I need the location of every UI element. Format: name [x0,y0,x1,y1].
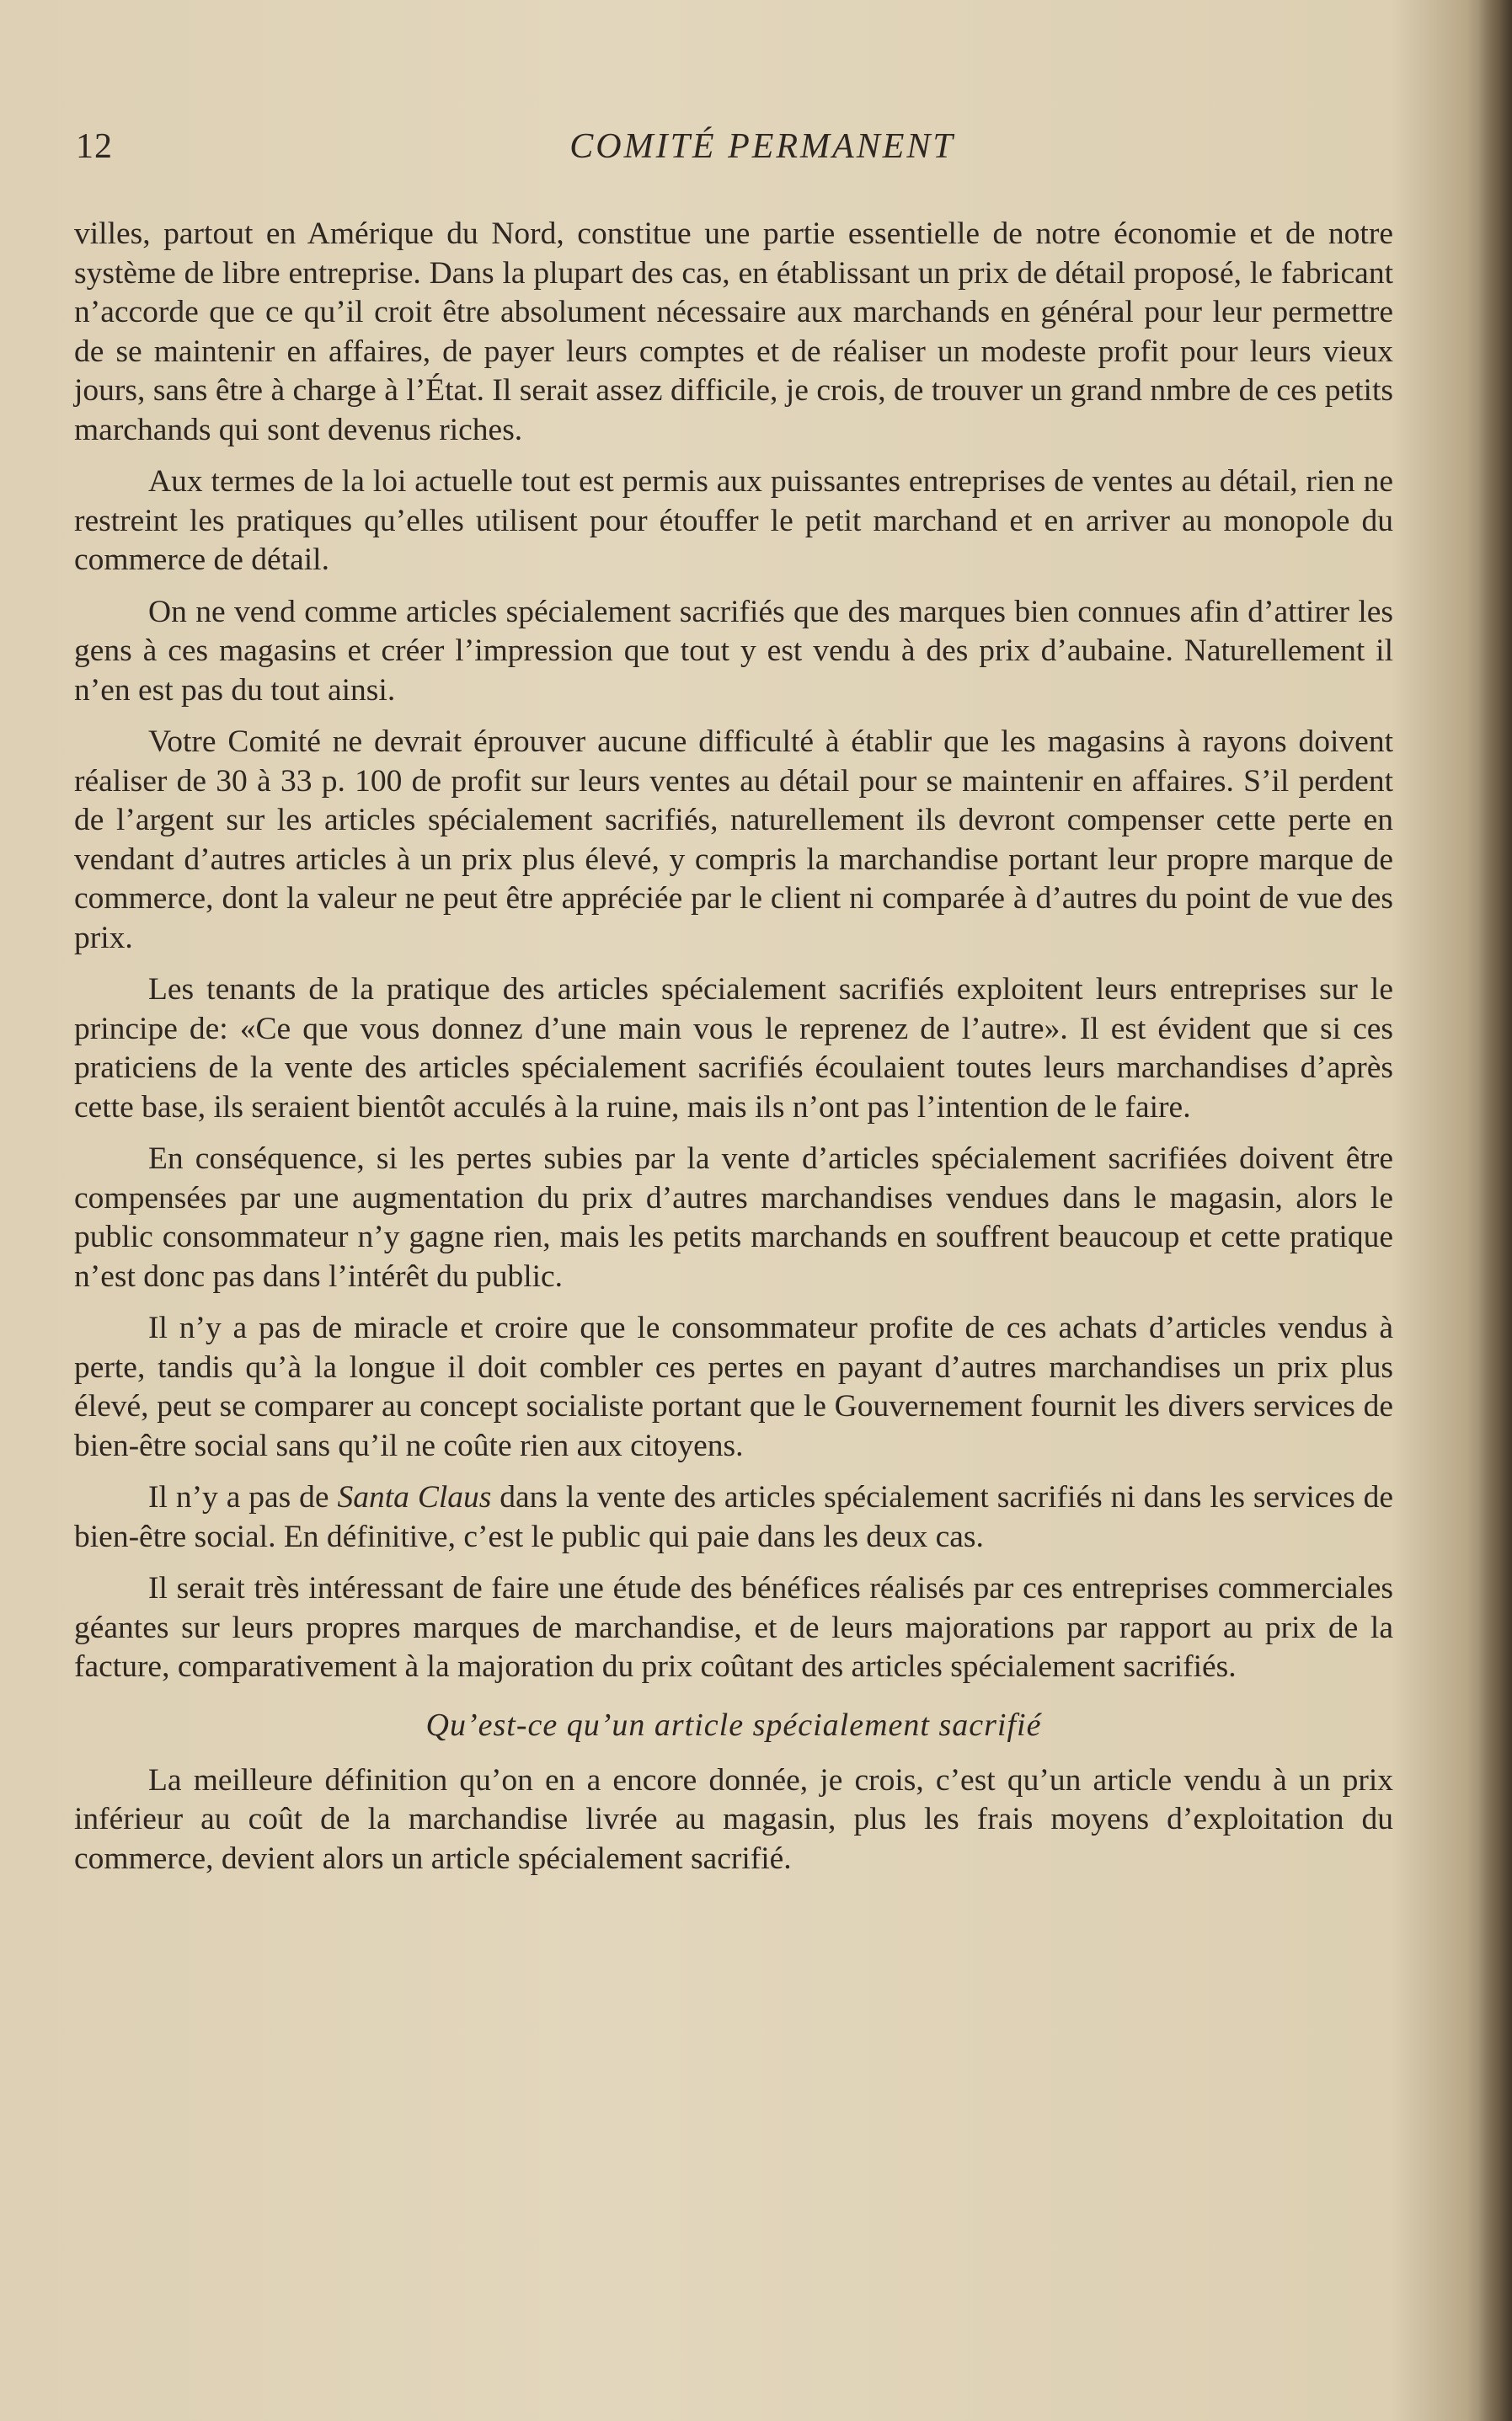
paragraph-continued: villes, partout en Amérique du Nord, constitue une partie essentielle de notre économie et de notre système de libre entreprise. Dans la plupart des cas, en établissant un prix de détail proposé, le fabricant n’accorde que ce qu’il croit être absolument nécessaire aux marchands en général pour leur permettre de se maintenir en affaires, de payer leurs comptes et de réaliser un modeste profit pour leurs vieux jours, sans être à charge à l’État. Il serait assez difficile, je crois, de trouver un grand nmbre de ces petits marchands qui sont devenus riches. [74,216,1393,447]
page-edge-shadow [1478,0,1512,2421]
body-text [74,215,1393,1891]
running-title: COMITÉ PERMANENT [569,127,955,166]
paragraph: Les tenants de la pratique des articles spécialement sacrifiés exploitent leurs entreprises sur le principe de: «Ce que vous donnez d’une main vous le reprenez de l’autre». Il est évident que si ces praticiens de la vente des articles spécialement sacrifiés écoulaient toutes leurs marchandises d’après cette base, ils seraient bientôt acculés à la ruine, mais ils n’ont pas l’intention de le faire. [74,972,1393,1125]
paragraph-definition: La meilleure définition qu’on en a encore donnée, je crois, c’est qu’un article vendu à un prix inférieur au coût de la marchandise livrée au magasin, plus les frais moyens d’exploitation du commerce, devient alors un article spécialement sacrifié. [74,1762,1393,1876]
page-number: 12 [76,127,113,166]
paragraph: Votre Comité ne devrait éprouver aucune difficulté à établir que les magasins à rayons doivent réaliser de 30 à 33 p. 100 de profit sur leurs ventes au détail pour se maintenir en affaires. S’il perdent de l’argent sur les articles spécialement sacrifiés, naturellement ils devront compenser cette perte en vendant d’autres articles à un prix plus élevé, y compris la marchandise portant leur propre marque de commerce, dont la valeur ne peut être appréciée par le client ni comparée à d’autres du point de vue des prix. [74,724,1393,955]
paragraph-text: Il n’y a pas de [148,1480,338,1515]
paragraph: Aux termes de la loi actuelle tout est permis aux puissantes entreprises de ventes au détail, rien ne restreint les pratiques qu’elles utilisent pour étouffer le petit marchand et en arriver au monopole du commerce de détail. [74,464,1393,577]
page-header [76,126,1390,177]
emphasis-text: Santa Claus [337,1480,492,1515]
paragraph: En conséquence, si les pertes subies par la vente d’articles spécialement sacrifiées doivent être compensées par une augmentation du prix d’autres marchandises vendues dans le magasin, alors le public consommateur n’y gagne rien, mais les petits marchands en souffrent beaucoup et cette pratique n’est donc pas dans l’intérêt du public. [74,1141,1393,1294]
paragraph: Il serait très intéressant de faire une étude des bénéfices réalisés par ces entreprises commerciales géantes sur leurs propres marques de marchandise, et de leurs majorations par rapport au prix de la facture, comparativement à la majoration du prix coûtant des articles spécialement sacrifiés. [74,1571,1393,1684]
section-heading: Qu’est-ce qu’un article spécialement sacrifié [425,1707,1042,1743]
paragraph: On ne vend comme articles spécialement sacrifiés que des marques bien connues afin d’attirer les gens à ces magasins et créer l’impression que tout y est vendu à des prix d’aubaine. Naturellement il n’en est pas du tout ainsi. [74,594,1393,708]
paragraph: Il n’y a pas de miracle et croire que le consommateur profite de ces achats d’articles vendus à perte, tandis qu’à la longue il doit combler ces pertes en payant d’autres marchandises un prix plus élevé, peut se comparer au concept socialiste portant que le Gouvernement fournit les divers services de bien-être social sans qu’il ne coûte rien aux citoyens. [74,1311,1393,1463]
paragraph-santa-claus [74,1478,1393,1557]
paragraph-text: dans la vente des articles spécialement sacrifiés ni dans les services de bien-être social. En définitive, c’est le public qui paie dans les deux cas. [74,1480,1393,1554]
